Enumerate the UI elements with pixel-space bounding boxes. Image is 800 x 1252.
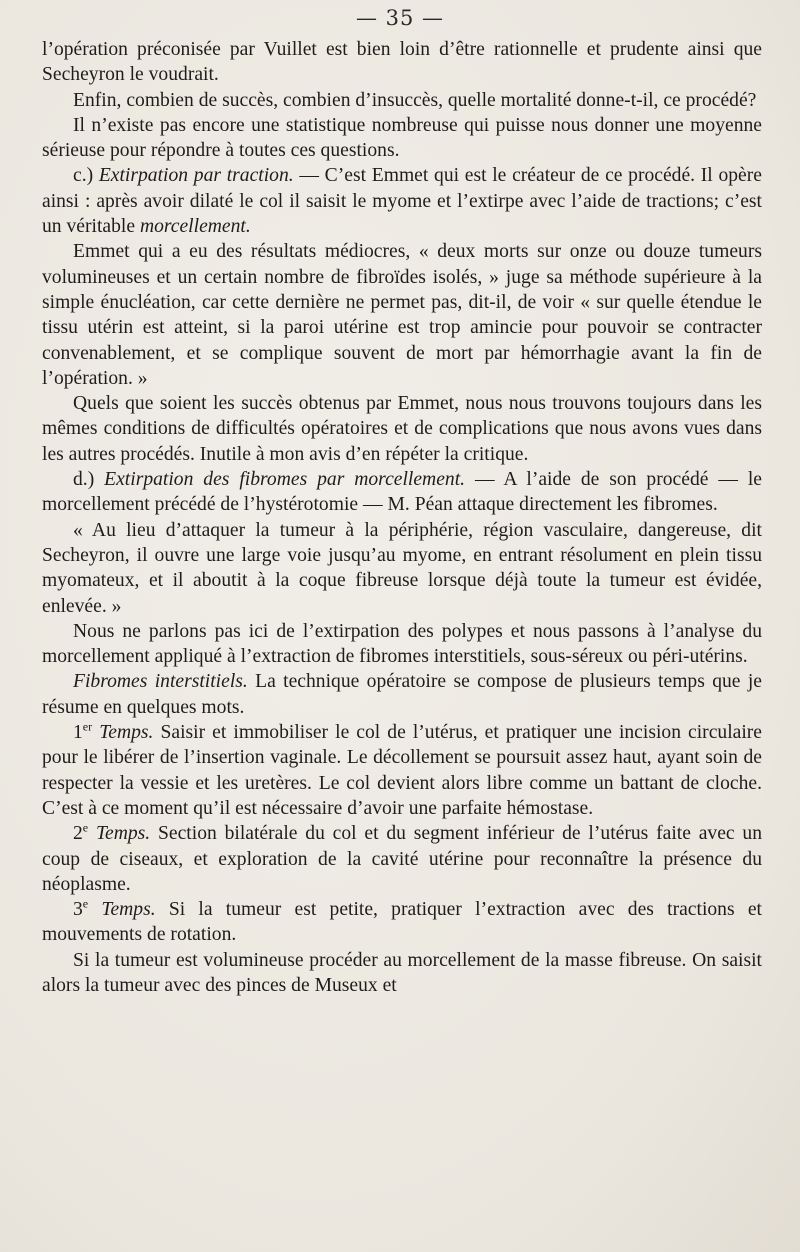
paragraph bbox=[42, 518, 762, 619]
italic-text: Temps. bbox=[99, 722, 154, 744]
paragraph bbox=[42, 720, 762, 821]
italic-text: morcellement. bbox=[139, 216, 251, 238]
ordinal-suffix: er bbox=[82, 719, 93, 734]
italic-text: Extirpation par traction. bbox=[98, 165, 294, 187]
text-run: Si la tumeur est volumineuse procéder au morcellement de la masse fibreuse. On saisit alors la tumeur avec des pinces de Museux et bbox=[42, 949, 762, 996]
italic-text: Extirpation des fibromes par morcellement. bbox=[104, 469, 466, 491]
text-run: 1 bbox=[73, 722, 83, 744]
paragraph bbox=[42, 239, 762, 391]
paragraph bbox=[42, 37, 762, 88]
text-run: Emmet qui a eu des résultats médiocres, « deux morts sur onze ou douze tumeurs volumineuses et un certain nombre de fibroïdes isolés, » juge sa méthode supérieure à la simple énucléation, car cette dernière ne permet pas, dit-il, de voir « sur quelle étendue le tissu utérin est atteint, si la paroi utérine est trop amincie pour pouvoir se contracter convenablement, et se complique souvent de mort par hémorrhagie avant la fin de l’opération. » bbox=[42, 241, 762, 389]
page-number: — 35 — bbox=[355, 6, 445, 30]
text-run: 3 bbox=[73, 899, 83, 921]
italic-text: Temps. bbox=[101, 899, 156, 921]
text-run: Quels que soient les succès obtenus par Emmet, nous nous trouvons toujours dans les mêmes conditions de difficultés opératoires et de complications que nous avons vues dans les autres procédés. Inutile à mon avis d’en répéter la critique. bbox=[42, 393, 762, 465]
text-run: — C’est Emmet qui est le créateur de ce procédé. Il opère ainsi : après avoir dilaté le col il saisit le myome et l’extirpe avec l’aide de tractions; c’est un véritable bbox=[42, 165, 762, 238]
text-run: l’opération préconisée par Vuillet est bien loin d’être rationnelle et prudente ainsi que Secheyron le voudrait. bbox=[42, 39, 762, 86]
paragraph bbox=[42, 467, 762, 518]
text-run: d.) bbox=[73, 469, 105, 491]
paragraph bbox=[42, 88, 762, 113]
paragraph bbox=[42, 113, 762, 164]
paragraph bbox=[42, 391, 762, 467]
text-run: Si la tumeur est petite, pratiquer l’extraction avec des tractions et mouvements de rotation. bbox=[42, 899, 762, 946]
text-run: — A l’aide de son procédé — le morcellement précédé de l’hystérotomie — M. Péan attaque directement les fibromes. bbox=[42, 469, 762, 516]
text-run: Nous ne parlons pas ici de l’extirpation des polypes et nous passons à l’analyse du morcellement appliqué à l’extraction de fibromes interstitiels, sous-séreux ou péri-utérins. bbox=[42, 620, 762, 668]
text-run: Section bilatérale du col et du segment inférieur de l’utérus faite avec un coup de ciseaux, et exploration de la cavité utérine pour reconnaître la présence du néoplasme. bbox=[42, 823, 762, 895]
text-run: 2 bbox=[73, 823, 83, 845]
paragraph bbox=[42, 821, 762, 897]
paragraph bbox=[42, 669, 762, 720]
text-run bbox=[88, 823, 96, 844]
paragraph bbox=[42, 897, 762, 948]
text-run: La technique opératoire se compose de plusieurs temps que je résume en quelques mots. bbox=[42, 671, 762, 718]
text-run: « Au lieu d’attaquer la tumeur à la périphérie, région vasculaire, dangereuse, dit Secheyron, il ouvre une large voie jusqu’au myome, en entrant résolument en plein tissu myomateux, et il aboutit à la coque fibreuse lorsque déjà toute la tumeur est évidée, enlevée. » bbox=[42, 519, 762, 617]
paragraph bbox=[42, 619, 762, 670]
text-run: Il n’existe pas encore une statistique nombreuse qui puisse nous donner une moyenne sérieuse pour répondre à toutes ces questions. bbox=[42, 114, 762, 162]
italic-text: Temps. bbox=[95, 823, 151, 845]
italic-text: Fibromes interstitiels. bbox=[73, 671, 248, 693]
paragraph bbox=[42, 948, 762, 999]
text-run: Enfin, combien de succès, combien d’insuccès, quelle mortalité donne-t-il, ce procédé? bbox=[73, 89, 757, 111]
ordinal-suffix: e bbox=[82, 896, 89, 911]
paragraph bbox=[42, 163, 762, 239]
text-run bbox=[88, 899, 101, 920]
ordinal-suffix: e bbox=[82, 820, 89, 835]
text-run: c.) bbox=[73, 165, 99, 187]
text-run: Saisir et immobiliser le col de l’utérus, et pratiquer une incision circulaire pour le libérer de l’insertion vaginale. Le décollement se poursuit assez haut, ayant soin de respecter la vessie et les uretères. Le col devient alors libre comme un battant de cloche. C’est à ce moment qu’il est nécessaire d’avoir une parfaite hémostase. bbox=[42, 722, 763, 819]
body-text bbox=[42, 37, 762, 998]
